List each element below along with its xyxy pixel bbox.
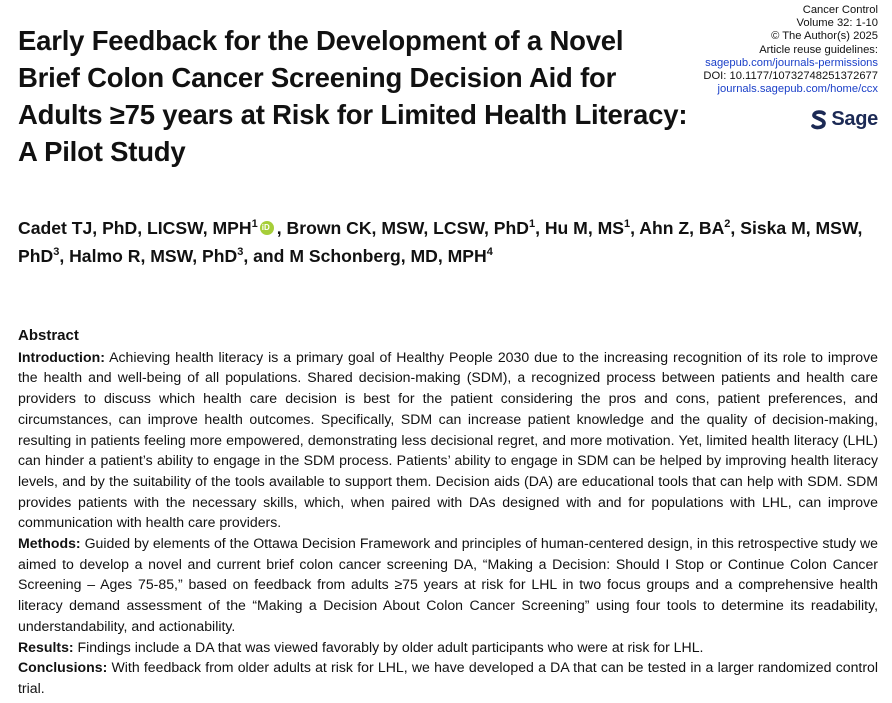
journal-volume: Volume 32: 1-10: [796, 17, 878, 30]
conclusions-label: Conclusions:: [18, 659, 108, 676]
copyright: © The Author(s) 2025: [771, 30, 878, 43]
orcid-icon[interactable]: [260, 221, 274, 235]
affiliation-mark: 3: [237, 246, 244, 258]
reuse-label: Article reuse guidelines:: [759, 43, 878, 56]
author-name: Siska M, MSW, PhD: [18, 218, 863, 266]
affiliation-mark: 1: [624, 218, 631, 230]
author-name: Ahn Z, BA: [639, 218, 725, 238]
article-title: Early Feedback for the Development of a Novel Brief Colon Cancer Screening Decision Aid for Adults ≥75 years at Risk for Limited Health Literacy: A Pilot Study: [18, 25, 688, 167]
author-name: Hu M, MS: [544, 218, 625, 238]
results-text: Findings include a DA that was viewed favorably by older adult participants who were at risk for LHL.: [77, 638, 704, 655]
author-name: Halmo R, MSW, PhD: [69, 246, 238, 266]
abstract-conclusions: [18, 657, 878, 698]
introduction-label: Introduction:: [18, 348, 105, 365]
affiliation-mark: 1: [251, 218, 258, 230]
sage-s-icon: [811, 110, 827, 130]
author-list: Cadet TJ, PhD, LICSW, MPH$^1$iD , Brown CK, MSW, LCSW, PhD$^1$, Hu M, $MS^1$, Ahn Z, $BA^2$, Siska M, MSW, PhD$^3$, Halmo R, MSW, PhD$^3$, and M Schonberg, MD, MPH$^4$: [18, 214, 884, 270]
journal-home-link[interactable]: journals.sagepub.com/home/ccx: [717, 83, 878, 96]
affiliation-mark: 4: [486, 246, 493, 258]
author-name: Brown CK, MSW, LCSW, PhD: [286, 218, 529, 238]
results-label: Results:: [18, 638, 74, 655]
abstract-heading: Abstract: [18, 327, 79, 344]
reuse-link[interactable]: sagepub.com/journals-permissions: [705, 56, 878, 69]
affiliation-mark: 3: [53, 246, 60, 258]
doi: DOI: 10.1177/10732748251372677: [703, 70, 878, 83]
journal-meta: [618, 4, 878, 96]
author-name: M Schonberg, MD, MPH: [289, 246, 487, 266]
affiliation-mark: 1: [528, 218, 536, 230]
publisher-name: Sage: [831, 108, 878, 130]
author-name: Cadet TJ, PhD, LICSW, MPH: [18, 218, 252, 238]
methods-text: Guided by elements of the Ottawa Decision Framework and principles of human-centered design, in this retrospective study we aimed to develop a novel and current brief colon cancer screening DA, “Making a Decision: Should I Stop or Continue Colon Cancer Screening – Ages 75-85,” based on feedback from adults ≥75 years at risk for LHL in two focus groups and a comprehensive health literacy demand assessment of the “Making a Decision About Colon Cancer Screening” using four tools to determine its readability, understandability, and actionability.: [18, 535, 878, 634]
abstract: [18, 326, 878, 699]
abstract-results: [18, 637, 878, 658]
abstract-methods: [18, 533, 878, 637]
journal-name: Cancer Control: [802, 4, 878, 16]
affiliation-mark: 2: [724, 218, 731, 230]
abstract-introduction: [18, 347, 878, 533]
conclusions-text: With feedback from older adults at risk for LHL, we have developed a DA that can be tested in a larger randomized control trial.: [18, 659, 878, 696]
introduction-text: Achieving health literacy is a primary goal of Healthy People 2030 due to the increasing recognition of its role to improve the health and well-being of all populations. Shared decision-making (SDM), a recognized process between patients and health care providers to discuss which health care decision is best for the patient considering the pros and cons, patient preferences, and circumstances, can improve health outcomes. Specifically, SDM can increase patient knowledge and the quality of decision-making, resulting in patients feeling more empowered, demonstrating less decisional regret, and more motivation. Yet, limited health literacy (LHL) can hinder a patient’s ability to engage in the SDM process. Patients’ ability to engage in SDM can be helped by improving health literacy levels, and by the suitability of the tools available to support them. Decision aids (DA) are educational tools that can help with SDM. SDM provides patients with the necessary skills, which, when paired with DAs designed with and for populations with LHL, can improve communication with health care providers.: [18, 348, 879, 531]
sage-logo: [811, 108, 878, 131]
methods-label: Methods:: [18, 535, 81, 552]
